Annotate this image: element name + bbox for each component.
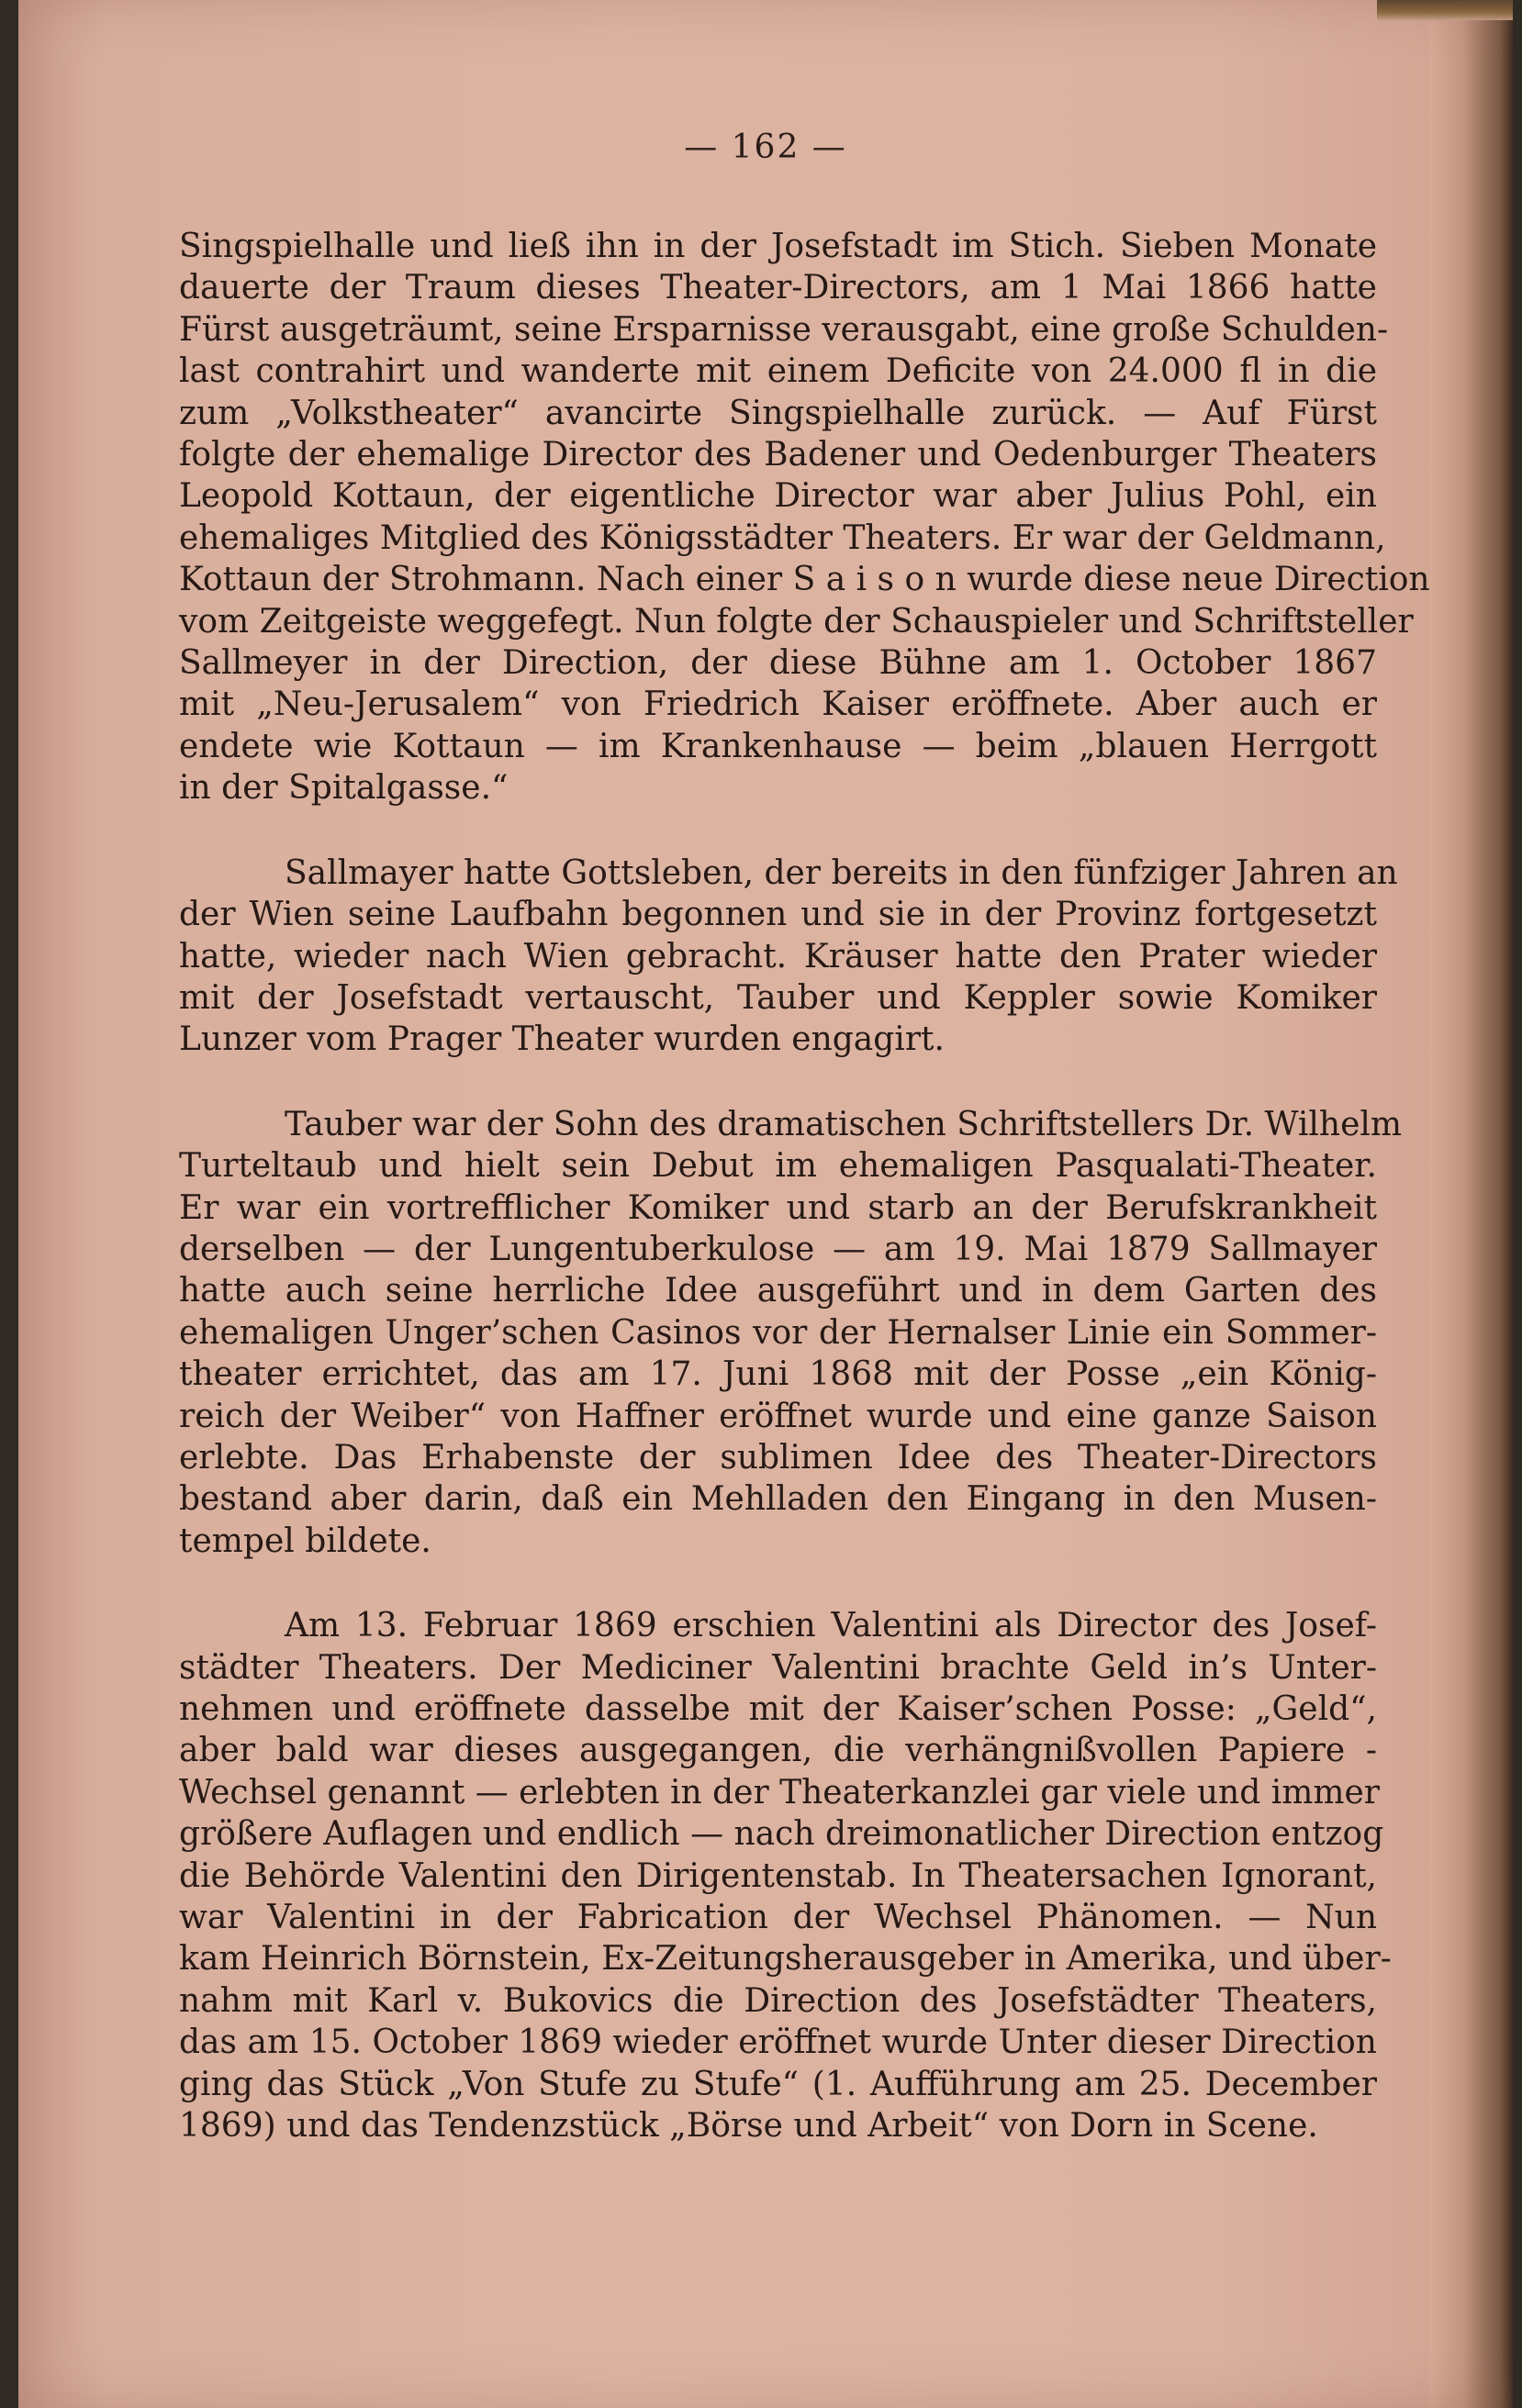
text-line: Lunzer vom Prager Theater wurden engagirt. — [179, 1020, 945, 1059]
paragraph — [179, 226, 1430, 809]
text-line: der Wien seine Laufbahn begonnen und sie in der Provinz fortgesetzt — [179, 896, 1377, 934]
text-line: endete wie Kottaun — im Krankenhause — beim „blauen Herrgott — [179, 727, 1377, 765]
text-line: städter Theaters. Der Mediciner Valentini brachte Geld in’s Unter- — [179, 1648, 1377, 1687]
text-line: reich der Weiber“ von Haffner eröffnet wurde und eine ganze Saison — [179, 1397, 1377, 1435]
text-line: Turteltaub und hielt sein Debut im ehemaligen Pasqualati-Theater. — [179, 1147, 1377, 1186]
text-line: nehmen und eröffnete dasselbe mit der Kaiser’schen Posse: „Geld“, — [179, 1690, 1377, 1728]
text-line: Wechsel genannt — erlebten in der Theaterkanzlei gar viele und immer — [179, 1773, 1380, 1812]
text-line: Leopold Kottaun, der eigentliche Director war aber Julius Pohl, ein — [179, 477, 1377, 516]
text-line: Tauber war der Sohn des dramatischen Schriftstellers Dr. Wilhelm — [285, 1105, 1403, 1143]
text-line: hatte auch seine herrliche Idee ausgeführt und in dem Garten des — [179, 1272, 1377, 1310]
paragraph — [179, 1104, 1403, 1562]
text-line: ehemaligen Unger’schen Casinos vor der Hernalser Linie ein Sommer- — [179, 1313, 1377, 1352]
text-line: mit der Josefstadt vertauscht, Tauber und Keppler sowie Komiker — [179, 978, 1377, 1017]
text-line: war Valentini in der Fabrication der Wechsel Phänomen. — Nun — [179, 1899, 1377, 1937]
book-page — [18, 0, 1513, 2408]
text-line: Sallmeyer in der Direction, der diese Bühne am 1. October 1867 — [179, 644, 1377, 683]
page-edge-shadow — [1430, 0, 1513, 2408]
text-line: nahm mit Karl v. Bukovics die Direction des Josefstädter Theaters, — [179, 1981, 1377, 2020]
text-line: mit „Neu-Jerusalem“ von Friedrich Kaiser eröffnete. Aber auch er — [179, 686, 1377, 724]
text-line: kam Heinrich Börnstein, Ex-Zeitungsherausgeber in Amerika, und über- — [179, 1940, 1392, 1979]
text-line: derselben — der Lungentuberkulose — am 19. Mai 1879 Sallmayer — [179, 1230, 1377, 1268]
text-line: Singspielhalle und ließ ihn in der Josefstadt im Stich. Sieben Monate — [179, 228, 1377, 265]
text-line: ehemaliges Mitglied des Königsstädter Theaters. Er war der Geldmann, — [179, 518, 1386, 557]
text-line: Sallmayer hatte Gottsleben, der bereits in den fünfziger Jahren an — [285, 853, 1398, 892]
body-text — [179, 226, 1430, 2190]
text-line: ging das Stück „Von Stufe zu Stufe“ (1. Aufführung am 25. December — [179, 2065, 1377, 2103]
text-line: die Behörde Valentini den Dirigentenstab. In Theatersachen Ignorant, — [179, 1856, 1377, 1895]
text-line: tempel bildete. — [179, 1522, 431, 1560]
text-line: dauerte der Traum dieses Theater-Directors, am 1 Mai 1866 hatte — [179, 269, 1377, 307]
text-line: zum „Volkstheater“ avancirte Singspielhalle zurück. — Auf Fürst — [179, 394, 1377, 432]
text-line: theater errichtet, das am 17. Juni 1868 mit der Posse „ein König- — [179, 1355, 1377, 1394]
text-line: Am 13. Februar 1869 erschien Valentini als Director des Josef- — [285, 1607, 1377, 1645]
text-line: folgte der ehemalige Director des Badener und Oedenburger Theaters — [179, 436, 1377, 474]
text-line: in der Spitalgasse.“ — [179, 769, 509, 808]
text-line: vom Zeitgeiste weggefegt. Nun folgte der Schauspieler und Schriftsteller — [179, 602, 1414, 641]
text-line: 1869) und das Tendenzstück „Börse und Arbeit“ von Dorn in Scene. — [179, 2107, 1318, 2146]
text-line: das am 15. October 1869 wieder eröffnet wurde Unter dieser Direction — [179, 2023, 1377, 2062]
paragraph — [179, 1605, 1392, 2146]
text-line: Fürst ausgeträumt, seine Ersparnisse verausgabt, eine große Schulden- — [179, 310, 1389, 349]
binding-edge — [1377, 0, 1513, 20]
text-line: erlebte. Das Erhabenste der sublimen Idee des Theater-Directors — [179, 1438, 1377, 1477]
text-line: größere Auflagen und endlich — nach dreimonatlicher Direction entzog — [179, 1815, 1384, 1854]
text-line: last contrahirt und wanderte mit einem Deficite von 24.000 fl in die — [179, 352, 1377, 391]
text-line: Kottaun der Strohmann. Nach einer S a i s o n wurde diese neue Direction — [179, 561, 1430, 599]
paragraph — [179, 853, 1398, 1061]
text-line: Er war ein vortrefflicher Komiker und starb an der Berufskrankheit — [179, 1188, 1377, 1227]
text-line: bestand aber darin, daß ein Mehlladen den Eingang in den Musen- — [179, 1480, 1377, 1519]
page-number: — 162 — — [684, 128, 847, 166]
text-line: hatte, wieder nach Wien gebracht. Kräuser hatte den Prater wieder — [179, 937, 1377, 975]
text-line: aber bald war dieses ausgegangen, die verhängnißvollen Papiere - — [179, 1732, 1377, 1770]
